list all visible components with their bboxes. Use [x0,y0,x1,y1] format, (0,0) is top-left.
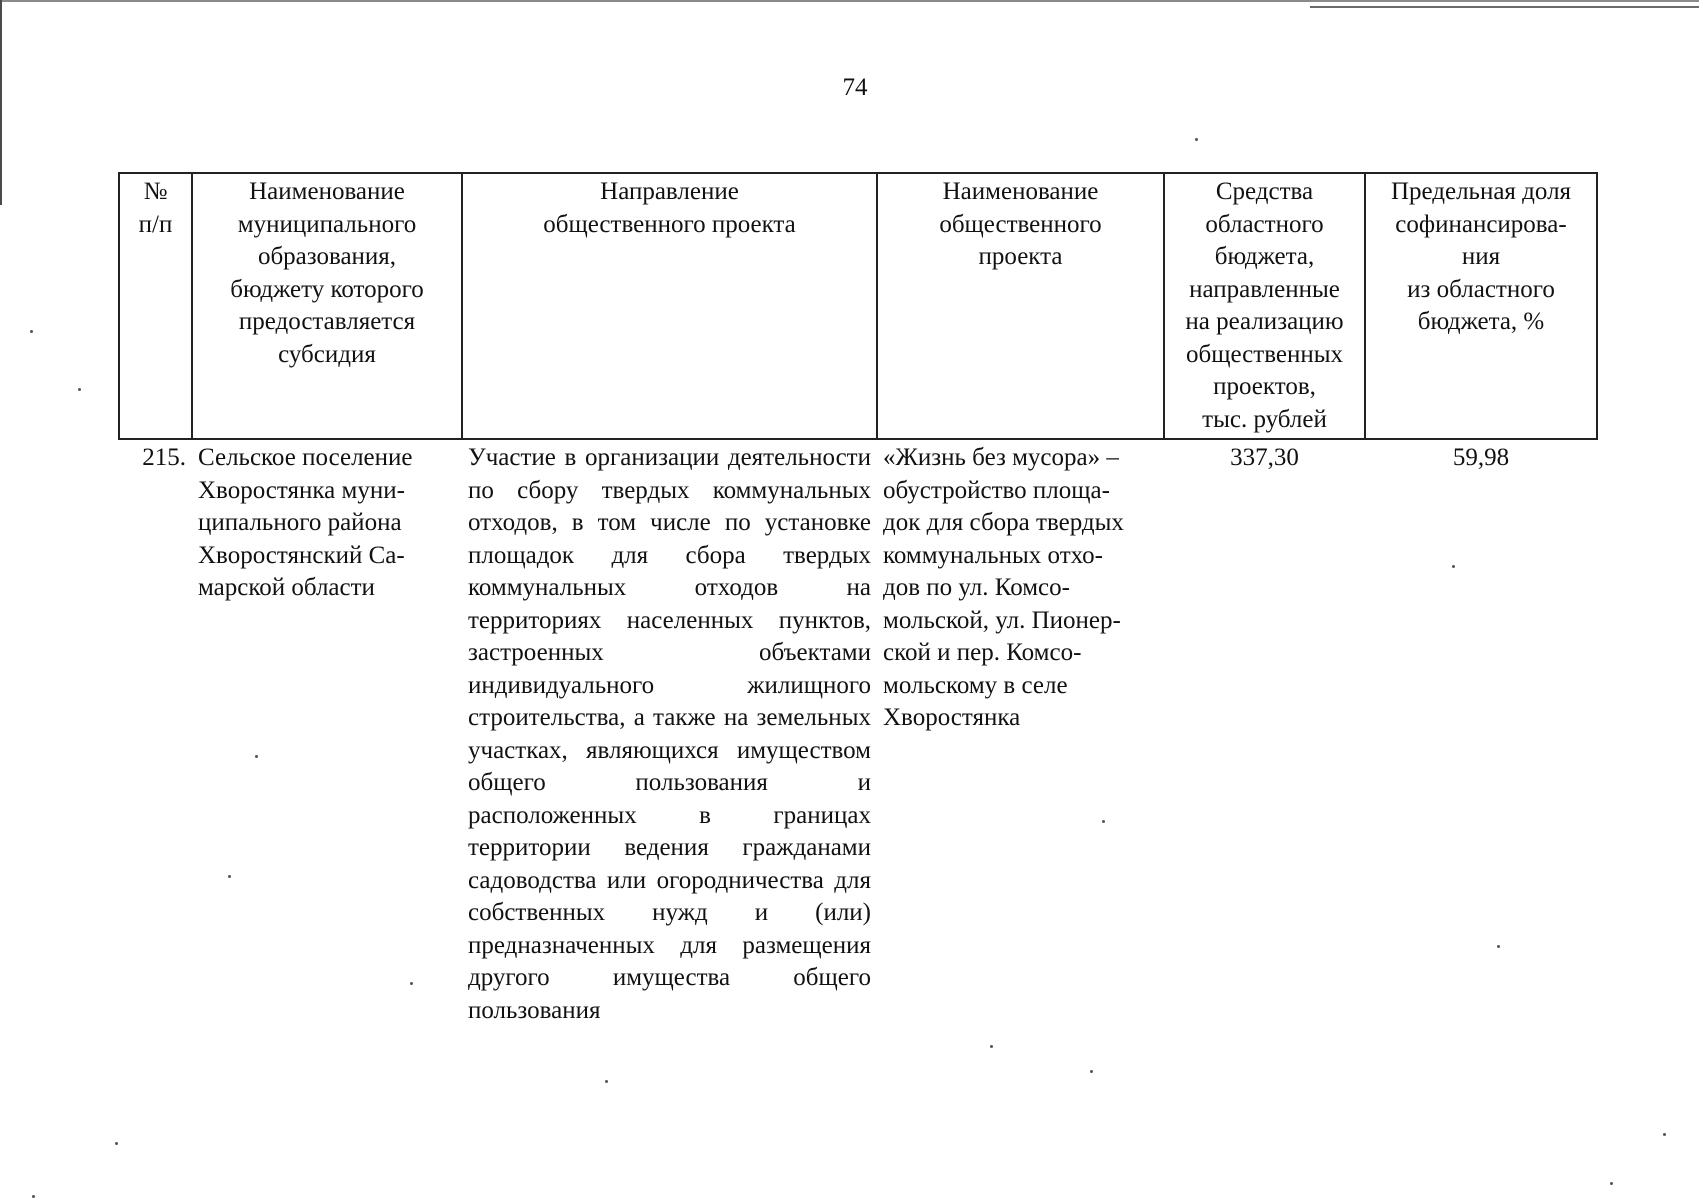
scan-edge-top-right [1310,6,1699,8]
scan-speck [255,755,258,758]
header-municipality: Наименование муниципального образования, бюджету которого предоставляется субсидия [192,173,462,439]
row-municipality: Сельское поселение Хворостянка муни- ципального района Хворостянский Са- марской области [198,444,413,601]
header-share: Предельная доля софинансирова- ния из областного бюджета, % [1365,173,1597,439]
page-number: 74 [842,74,868,101]
scan-speck [410,982,413,985]
scan-speck [1452,565,1455,568]
row-direction: Участие в организации деятельности по сбору твердых коммунальных отходов, в том числе по установке площадок для сбора твердых коммунальных отходов на территориях населенных пунктов, застроенных объектами индивидуального жилищного строительства, а также на земельных участках, являющихся имуществом общего пользования и расположенных в границах территории ведения гражданами садоводства или огородничества для собственных нужд и (или) предназначенных для размещения другого имущества общего пользования [468,444,871,1024]
header-direction: Направление общественного проекта [462,173,877,439]
table-header-row [119,173,1597,439]
row-number: 215. [142,444,186,471]
scan-speck [1195,138,1198,141]
scan-edge-top [0,0,1699,2]
row-funds: 337,30 [1230,444,1299,471]
scan-speck [1610,1182,1613,1185]
scan-speck [30,330,33,333]
scan-speck [1663,1133,1666,1136]
scan-edge-left [0,0,2,205]
scan-speck [78,388,81,391]
scan-speck [115,1142,118,1145]
header-project-name: Наименование общественного проекта [877,173,1164,439]
subsidy-table [118,172,1598,1027]
header-funds: Средства областного бюджета, направленные на реализацию общественных проектов, тыс. рублей [1164,173,1365,439]
table-row [119,439,1597,1027]
row-share: 59,98 [1452,444,1510,471]
scan-speck [990,1045,993,1048]
scan-speck [1090,1070,1093,1073]
scan-speck [605,1080,608,1083]
scan-speck [1102,820,1105,823]
header-number: № п/п [119,173,192,439]
row-project-name: «Жизнь без мусора» – обустройство площа- док для сбора твердых коммунальных отхо- дов по ул. Комсо- мольской, ул. Пионер- ской и пер. Комсо- мольскому в селе Хворостянка [883,444,1124,731]
scan-speck [1497,945,1500,948]
scan-speck [228,875,231,878]
scan-speck [32,1195,35,1198]
